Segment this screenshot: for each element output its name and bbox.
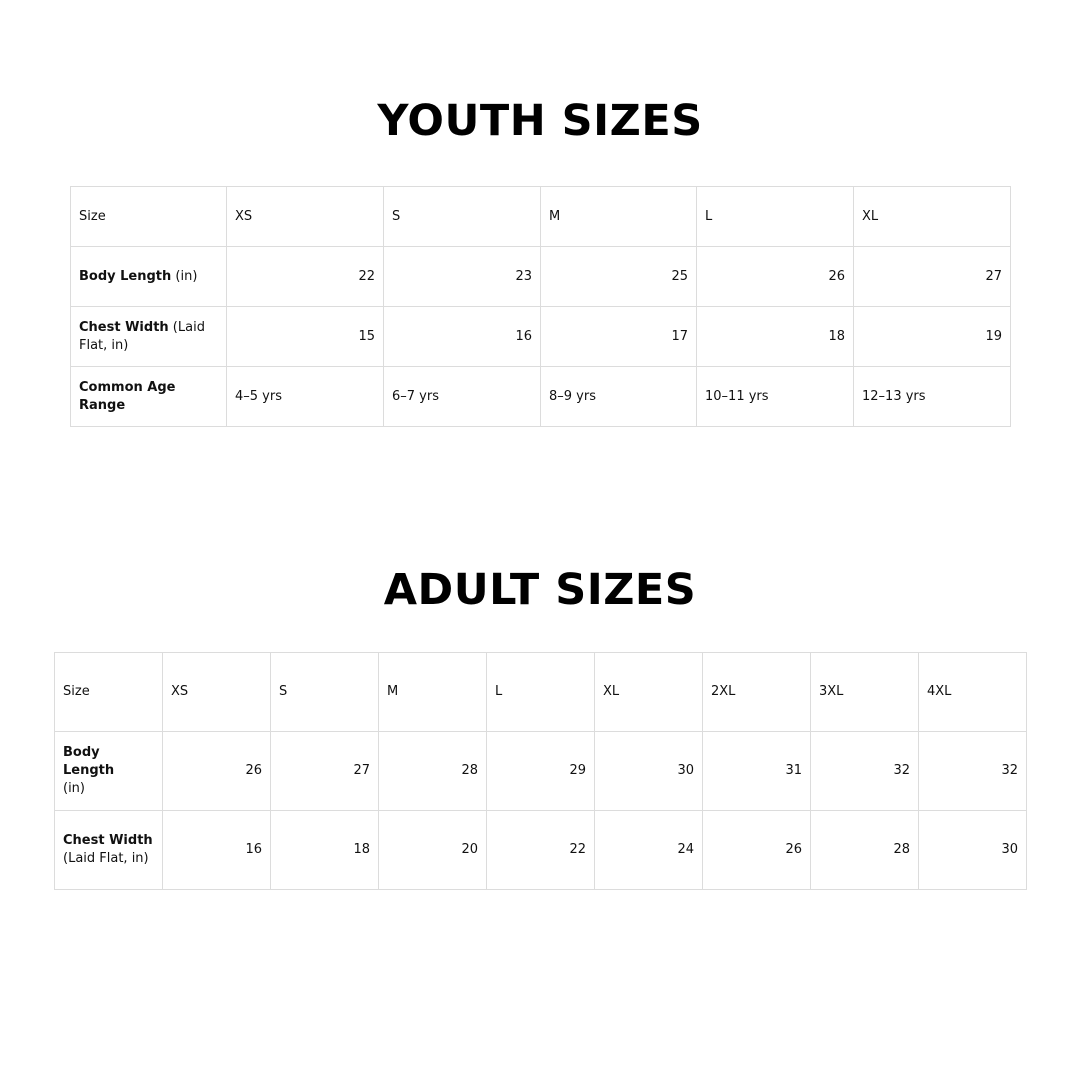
table-cell: 28 xyxy=(379,732,487,811)
row-label-unit: (Laid Flat, in) xyxy=(79,319,205,353)
youth-sizes-title: YOUTH SIZES xyxy=(377,96,703,146)
table-cell: 26 xyxy=(697,247,854,307)
size-header-cell: S xyxy=(384,187,541,247)
table-cell: 26 xyxy=(163,732,271,811)
size-header-cell: L xyxy=(697,187,854,247)
size-header-cell: 4XL xyxy=(919,653,1027,732)
row-label xyxy=(71,307,227,367)
table-cell: 26 xyxy=(703,811,811,890)
table-cell: 30 xyxy=(595,732,703,811)
table-cell: 20 xyxy=(379,811,487,890)
table-row xyxy=(71,367,1011,427)
table-row xyxy=(55,653,1027,732)
table-cell: 22 xyxy=(227,247,384,307)
table-row xyxy=(71,307,1011,367)
table-cell: 6–7 yrs xyxy=(384,367,541,427)
table-cell: 27 xyxy=(854,247,1011,307)
table-cell: 27 xyxy=(271,732,379,811)
table-cell: 19 xyxy=(854,307,1011,367)
size-header-cell: XL xyxy=(595,653,703,732)
size-header-cell: M xyxy=(541,187,697,247)
size-header-cell: XS xyxy=(227,187,384,247)
size-header-cell: M xyxy=(379,653,487,732)
row-label xyxy=(55,811,163,890)
row-label-bold: Body Length xyxy=(79,268,172,284)
youth-size-table xyxy=(70,186,1011,427)
table-row xyxy=(55,811,1027,890)
adult-size-table xyxy=(54,652,1027,890)
table-cell: 4–5 yrs xyxy=(227,367,384,427)
table-row xyxy=(71,187,1011,247)
table-cell: 30 xyxy=(919,811,1027,890)
size-header-cell: L xyxy=(487,653,595,732)
size-header-cell: XS xyxy=(163,653,271,732)
table-cell: 15 xyxy=(227,307,384,367)
table-cell: 22 xyxy=(487,811,595,890)
table-cell: 12–13 yrs xyxy=(854,367,1011,427)
table-cell: 24 xyxy=(595,811,703,890)
row-label-bold: Common Age Range xyxy=(79,379,176,413)
row-label-bold: Body Length xyxy=(63,745,115,778)
size-header-label: Size xyxy=(71,187,227,247)
table-cell: 23 xyxy=(384,247,541,307)
row-label xyxy=(71,367,227,427)
table-cell: 32 xyxy=(919,732,1027,811)
size-header-cell: 3XL xyxy=(811,653,919,732)
size-header-cell: S xyxy=(271,653,379,732)
table-cell: 17 xyxy=(541,307,697,367)
table-cell: 18 xyxy=(271,811,379,890)
row-label xyxy=(71,247,227,307)
table-cell: 31 xyxy=(703,732,811,811)
table-row xyxy=(55,732,1027,811)
size-header-label: Size xyxy=(55,653,163,732)
row-label-unit: (in) xyxy=(171,268,198,284)
table-row xyxy=(71,247,1011,307)
size-header-cell: XL xyxy=(854,187,1011,247)
table-cell: 32 xyxy=(811,732,919,811)
table-cell: 16 xyxy=(384,307,541,367)
row-label-bold: Chest Width xyxy=(79,319,169,335)
table-cell: 25 xyxy=(541,247,697,307)
table-cell: 16 xyxy=(163,811,271,890)
table-cell: 28 xyxy=(811,811,919,890)
table-cell: 8–9 yrs xyxy=(541,367,697,427)
size-header-cell: 2XL xyxy=(703,653,811,732)
row-label-bold: Chest Width xyxy=(63,833,153,848)
table-cell: 10–11 yrs xyxy=(697,367,854,427)
row-label-unit: (in) xyxy=(63,781,85,796)
table-cell: 18 xyxy=(697,307,854,367)
row-label-unit: (Laid Flat, in) xyxy=(63,851,149,866)
row-label xyxy=(55,732,163,811)
table-cell: 29 xyxy=(487,732,595,811)
adult-sizes-title: ADULT SIZES xyxy=(383,565,697,615)
